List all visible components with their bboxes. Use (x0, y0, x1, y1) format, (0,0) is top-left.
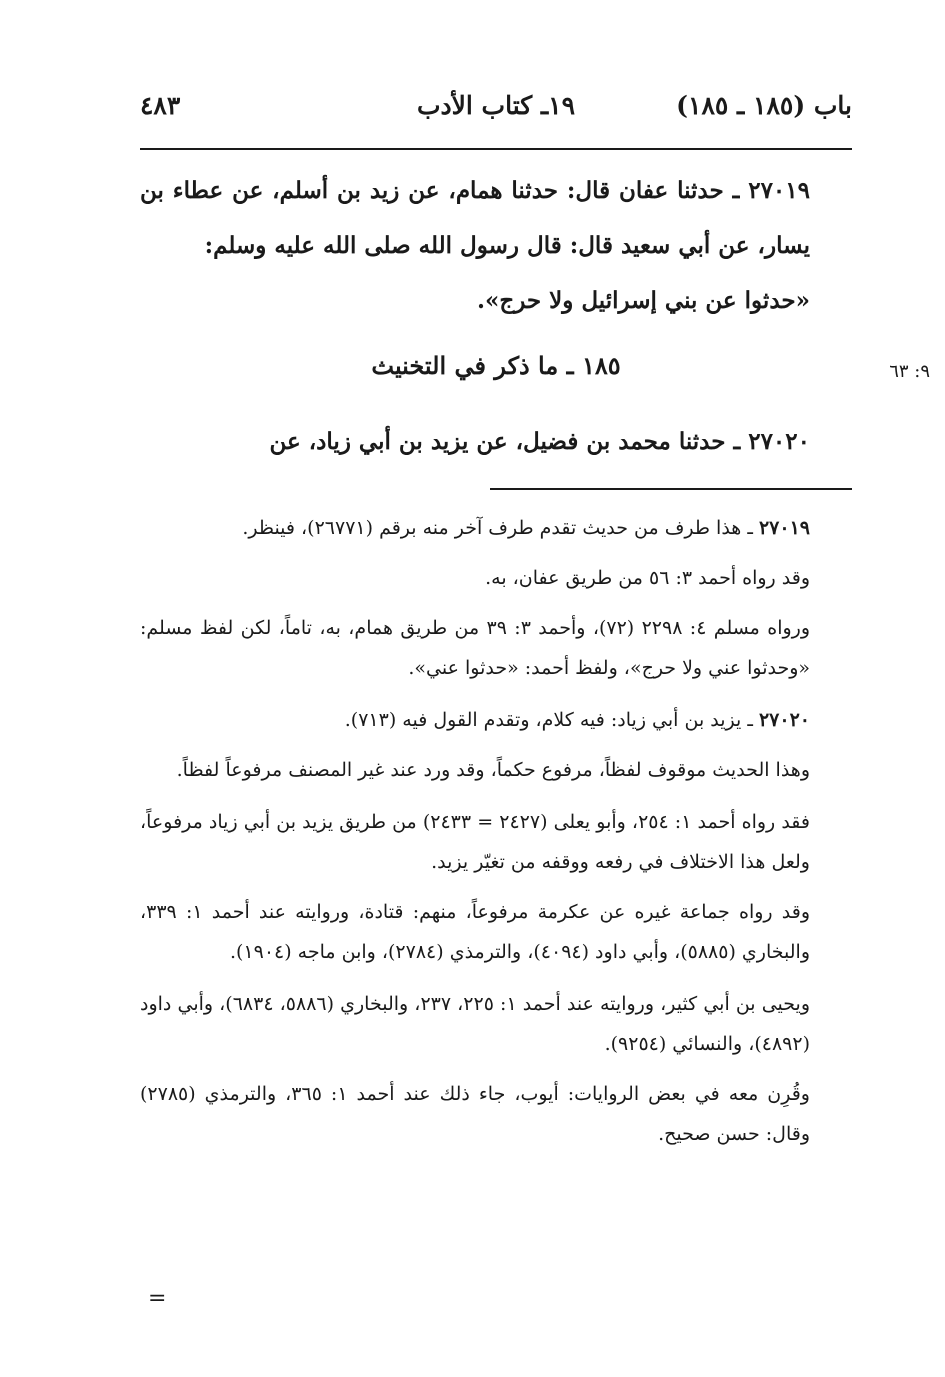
footnote-text: ـ هذا طرف من حديث تقدم طرف آخر منه برقم (٢٦٧٧١)، فينظر. (242, 517, 753, 539)
footnote-number: ٢٧٠١٩ (758, 517, 810, 539)
footnote-paragraph: ورواه مسلم ٤: ٢٢٩٨ (٧٢)، وأحمد ٣: ٣٩ من طريق همام، به، تاماً، لكن لفظ مسلم: «وحدثوا عني ولا حرج»، ولفظ أحمد: «حدثوا عني». (140, 617, 810, 679)
running-book-title: ١٩ـ كتاب الأدب (416, 91, 576, 120)
section-heading: ١٨٥ ـ ما ذكر في التخنيث (371, 351, 621, 380)
footnote-number: ٢٧٠٢٠ (758, 709, 810, 731)
hadith-27019 (140, 163, 852, 328)
running-chapter-title: باب (١٨٥ ـ ١٨٥) (676, 91, 852, 120)
footnote-27020 (140, 700, 852, 740)
header-divider (140, 148, 852, 150)
margin-reference: ٩: ٦٣ (889, 361, 930, 382)
continuation-mark: = (148, 1286, 167, 1311)
page-number: ٤٨٣ (140, 91, 181, 120)
footnote-paragraph: وقد رواه جماعة غيره عن عكرمة مرفوعاً، منهم: قتادة، وروايته عند أحمد ١: ٣٣٩، والبخاري (٥٨٨٥)، وأبي داود (٤٠٩٤)، والترمذي (٢٧٨٤)، وابن ماجه (١٩٠٤). (140, 901, 810, 963)
footnotes (140, 508, 852, 1166)
hadith-27020 (140, 414, 852, 469)
hadith-27020-text (140, 414, 852, 469)
footnote-divider (490, 488, 852, 490)
hadith-isnad: ـ حدثنا عفان قال: حدثنا همام، عن زيد بن أسلم، عن عطاء بن يسار، عن أبي سعيد قال: قال رسول الله صلى الله عليه وسلم: (140, 177, 810, 259)
footnote-paragraph: وهذا الحديث موقوف لفظاً، مرفوع حكماً، وقد ورد عند غير المصنف مرفوعاً لفظاً. (176, 759, 810, 781)
hadith-number: ٢٧٠٢٠ (748, 428, 810, 455)
page-header (140, 84, 852, 128)
hadith-matn: «حدثوا عن بني إسرائيل ولا حرج». (477, 287, 810, 314)
hadith-number: ٢٧٠١٩ (748, 177, 810, 204)
footnote-paragraph: وقُرِن معه في بعض الروايات: أيوب، جاء ذلك عند أحمد ١: ٣٦٥، والترمذي (٢٧٨٥) وقال: حسن صحيح. (140, 1083, 810, 1145)
footnote-text: ـ يزيد بن أبي زياد: فيه كلام، وتقدم القول فيه (٧١٣). (344, 709, 753, 731)
hadith-isnad: ـ حدثنا محمد بن فضيل، عن يزيد بن أبي زياد، عن (269, 428, 741, 455)
footnote-paragraph: فقد رواه أحمد ١: ٢٥٤، وأبو يعلى (٢٤٢٧ = ٢٤٣٣) من طريق يزيد بن أبي زياد مرفوعاً، ولعل هذا الاختلاف في رفعه ووقفه من تغيّر يزيد. (140, 811, 810, 873)
footnote-27019 (140, 508, 852, 548)
footnote-paragraph: ويحيى بن أبي كثير، وروايته عند أحمد ١: ٢٢٥، ٢٣٧، والبخاري (٥٨٨٦، ٦٨٣٤)، وأبي داود (٤٨٩٢)، والنسائي (٩٢٥٤). (140, 993, 810, 1055)
hadith-27019-text (140, 163, 852, 328)
footnote-paragraph: وقد رواه أحمد ٣: ٥٦ من طريق عفان، به. (485, 567, 810, 589)
